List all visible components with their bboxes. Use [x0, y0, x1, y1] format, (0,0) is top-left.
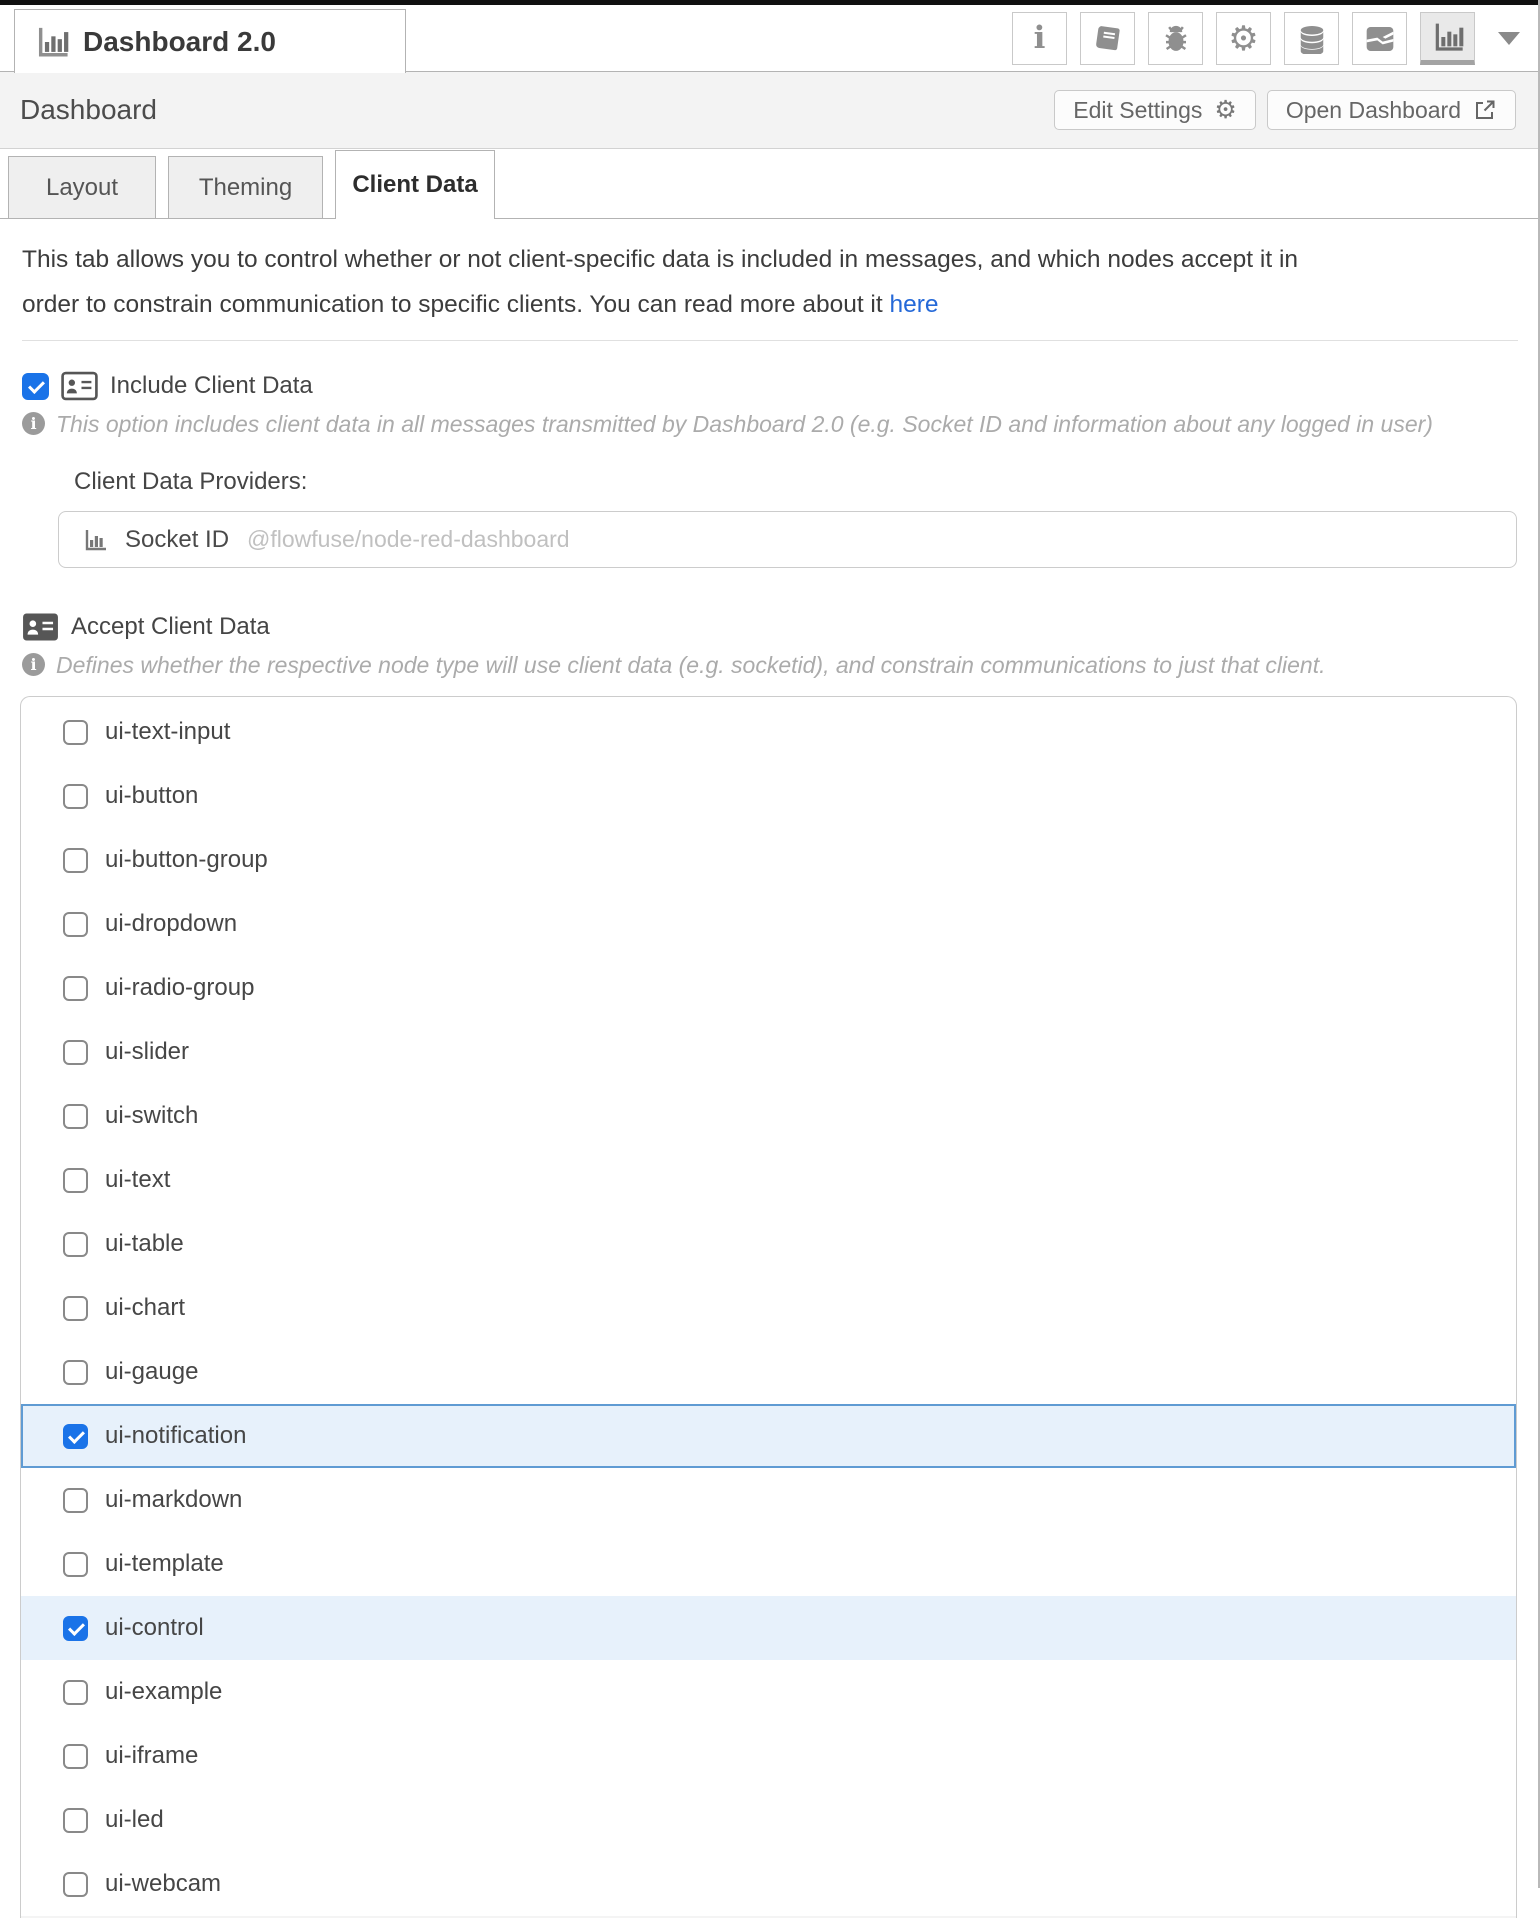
ui-led-checkbox[interactable]	[63, 1808, 88, 1833]
node-label: ui-webcam	[105, 1870, 222, 1897]
ui-control-checkbox[interactable]	[63, 1616, 88, 1641]
node-row-ui-control[interactable]	[21, 1596, 1516, 1660]
bar-chart-icon	[35, 25, 69, 59]
bug-icon[interactable]	[1148, 12, 1203, 65]
tab-client-data[interactable]: Client Data	[335, 150, 495, 219]
node-label: ui-text-input	[105, 718, 231, 745]
node-label: ui-template	[105, 1550, 224, 1577]
node-row-ui-chart[interactable]	[21, 1276, 1516, 1340]
editor-tab-title: Dashboard 2.0	[83, 25, 276, 57]
ui-example-checkbox[interactable]	[63, 1680, 88, 1705]
node-row-ui-text-input[interactable]	[21, 700, 1516, 764]
node-label: ui-chart	[105, 1294, 186, 1321]
node-row-ui-webcam[interactable]	[21, 1852, 1516, 1916]
node-row-ui-radio-group[interactable]	[21, 956, 1516, 1020]
edit-settings-button[interactable]: Edit Settings ⚙	[1054, 90, 1256, 130]
accept-client-data-list	[20, 696, 1517, 1918]
include-client-data-checkbox[interactable]	[22, 373, 49, 400]
node-row-ui-switch[interactable]	[21, 1084, 1516, 1148]
ui-table-checkbox[interactable]	[63, 1232, 88, 1257]
gear-icon[interactable]: ⚙	[1216, 12, 1271, 65]
provider-socket-id[interactable]	[58, 511, 1517, 568]
node-row-ui-example[interactable]	[21, 1660, 1516, 1724]
ui-text-checkbox[interactable]	[63, 1168, 88, 1193]
client-data-providers-label: Client Data Providers:	[74, 468, 308, 495]
ui-webcam-checkbox[interactable]	[63, 1872, 88, 1897]
info-icon: i	[22, 653, 45, 676]
id-card-solid-icon	[22, 612, 59, 642]
tab-theming[interactable]: Theming	[168, 156, 323, 218]
node-label: ui-switch	[105, 1102, 199, 1129]
node-row-ui-button-group[interactable]	[21, 828, 1516, 892]
bar-chart-icon[interactable]	[1420, 12, 1475, 65]
ui-chart-checkbox[interactable]	[63, 1296, 88, 1321]
ui-markdown-checkbox[interactable]	[63, 1488, 88, 1513]
node-row-ui-template[interactable]	[21, 1532, 1516, 1596]
node-label: ui-table	[105, 1230, 184, 1257]
node-label: ui-led	[105, 1806, 164, 1833]
include-client-data-hint: i This option includes client data in all messages transmitted by Dashboard 2.0 (e.g. Socket ID and information about any logged in user)	[22, 410, 1518, 438]
include-client-data-label: Include Client Data	[110, 372, 313, 399]
node-row-ui-dropdown[interactable]	[21, 892, 1516, 956]
ui-slider-checkbox[interactable]	[63, 1040, 88, 1065]
node-row-ui-iframe[interactable]	[21, 1724, 1516, 1788]
settings-tab-bar	[0, 149, 1540, 219]
sidebar-tab-strip	[0, 5, 1540, 72]
provider-package: @flowfuse/node-red-dashboard	[247, 526, 570, 552]
node-label: ui-example	[105, 1678, 223, 1705]
node-row-ui-button[interactable]	[21, 764, 1516, 828]
external-link-icon	[1473, 98, 1497, 122]
node-label: ui-text	[105, 1166, 171, 1193]
here-link[interactable]: here	[889, 291, 939, 318]
ui-switch-checkbox[interactable]	[63, 1104, 88, 1129]
node-label: ui-dropdown	[105, 910, 238, 937]
gear-icon: ⚙	[1214, 95, 1237, 124]
node-label: ui-markdown	[105, 1486, 243, 1513]
book-icon[interactable]	[1080, 12, 1135, 65]
ui-radio-group-checkbox[interactable]	[63, 976, 88, 1001]
chevron-down-icon[interactable]	[1498, 32, 1520, 45]
ui-button-group-checkbox[interactable]	[63, 848, 88, 873]
node-row-ui-text[interactable]	[21, 1148, 1516, 1212]
ui-iframe-checkbox[interactable]	[63, 1744, 88, 1769]
info-icon: i	[22, 412, 45, 435]
id-card-icon	[61, 371, 98, 401]
ui-dropdown-checkbox[interactable]	[63, 912, 88, 937]
section-divider	[22, 340, 1518, 341]
accept-client-data-hint: i Defines whether the respective node type will use client data (e.g. socketid), and constrain communications to just that client.	[22, 651, 1518, 679]
node-row-ui-led[interactable]	[21, 1788, 1516, 1852]
database-icon[interactable]	[1284, 12, 1339, 65]
node-label: ui-control	[105, 1614, 204, 1641]
node-row-ui-gauge[interactable]	[21, 1340, 1516, 1404]
node-label: ui-button-group	[105, 846, 268, 873]
ui-gauge-checkbox[interactable]	[63, 1360, 88, 1385]
tab-layout[interactable]: Layout	[8, 156, 156, 218]
accept-client-data-label: Accept Client Data	[71, 613, 270, 640]
page-header	[0, 72, 1540, 149]
sidebar-tab-dashboard[interactable]	[14, 9, 406, 73]
ui-text-input-checkbox[interactable]	[63, 720, 88, 745]
open-dashboard-button[interactable]: Open Dashboard	[1267, 90, 1516, 130]
tab-description: This tab allows you to control whether or not client-specific data is included in messages, and which nodes accept it in order to constrain communication to specific clients. You can read more about it here	[22, 246, 1299, 318]
node-label: ui-notification	[105, 1422, 247, 1449]
node-label: ui-iframe	[105, 1742, 199, 1769]
provider-name: Socket ID	[125, 525, 230, 553]
page-title: Dashboard	[20, 94, 157, 125]
sidebar-icon-buttons	[1012, 12, 1520, 65]
node-row-ui-table[interactable]	[21, 1212, 1516, 1276]
node-row-ui-slider[interactable]	[21, 1020, 1516, 1084]
ui-notification-checkbox[interactable]	[63, 1424, 88, 1449]
node-label: ui-radio-group	[105, 974, 255, 1001]
flowfuse-icon[interactable]	[1352, 12, 1407, 65]
ui-button-checkbox[interactable]	[63, 784, 88, 809]
bar-chart-icon	[83, 528, 107, 552]
node-row-ui-notification[interactable]	[21, 1404, 1516, 1468]
node-label: ui-slider	[105, 1038, 190, 1065]
node-label: ui-gauge	[105, 1358, 199, 1385]
info-icon[interactable]: i	[1012, 12, 1067, 65]
node-row-ui-markdown[interactable]	[21, 1468, 1516, 1532]
ui-template-checkbox[interactable]	[63, 1552, 88, 1577]
node-label: ui-button	[105, 782, 199, 809]
